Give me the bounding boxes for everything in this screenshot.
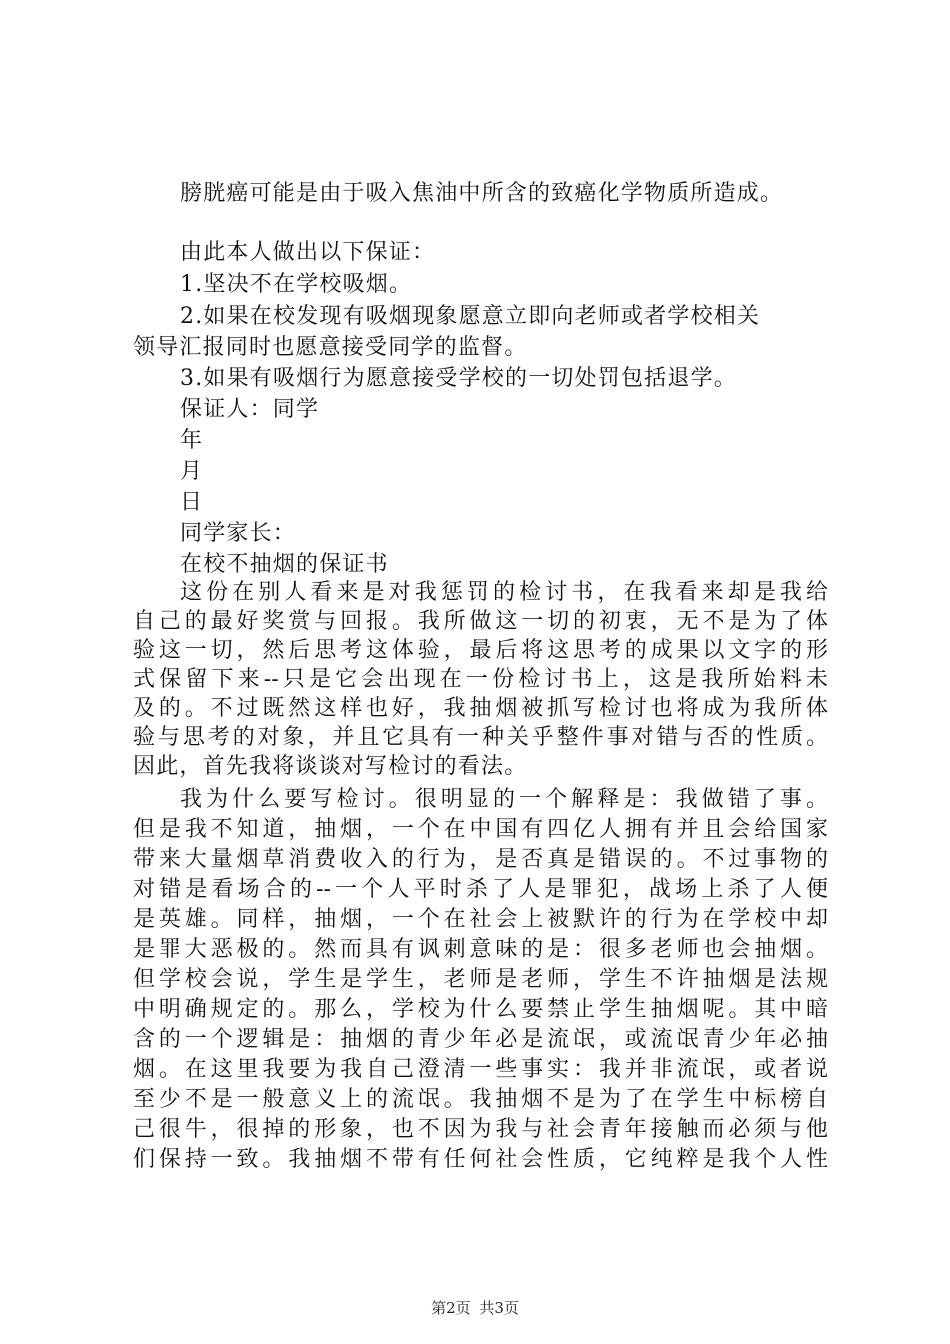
pledge-item-2: 2.如果在校发现有吸烟现象愿意立即向老师或者学校相关 bbox=[180, 304, 761, 329]
para2-line-9: 含的一个逻辑是：抽烟的青少年必是流氓，或流氓青少年必抽 bbox=[133, 1027, 828, 1052]
para2-line-13: 们保持一致。我抽烟不带有任何社会性质，它纯粹是我个人性 bbox=[133, 1147, 828, 1172]
para2-line-7: 但学校会说，学生是学生，老师是老师，学生不许抽烟是法规 bbox=[133, 967, 828, 992]
para2-line-6: 是罪大恶极的。然而具有讽刺意味的是：很多老师也会抽烟。 bbox=[133, 937, 828, 962]
para1-line-5: 及的。不过既然这样也好，我抽烟被抓写检讨也将成为我所体 bbox=[133, 696, 828, 721]
page-number: 第2页 bbox=[431, 1299, 471, 1317]
para2-line-11: 至少不是一般意义上的流氓。我抽烟不是为了在学生中标榜自 bbox=[133, 1087, 828, 1112]
para2-line-3: 带来大量烟草消费收入的行为，是否真是错误的。不过事物的 bbox=[133, 847, 828, 872]
date-day: 日 bbox=[180, 490, 204, 515]
signer-line: 保证人：同学 bbox=[180, 397, 320, 422]
section-title: 在校不抽烟的保证书 bbox=[180, 552, 389, 577]
pledge-intro: 由此本人做出以下保证： bbox=[180, 240, 436, 265]
para2-line-10: 烟。在这里我要为我自己澄清一些事实：我并非流氓，或者说 bbox=[133, 1057, 828, 1082]
top-fragment-line: 膀胱癌可能是由于吸入焦油中所含的致癌化学物质所造成。 bbox=[180, 181, 784, 206]
para1-line-1: 这份在别人看来是对我惩罚的检讨书，在我看来却是我给 bbox=[180, 580, 828, 605]
date-year: 年 bbox=[180, 428, 204, 453]
para2-line-12: 己很牛，很掉的形象，也不因为我与社会青年接触而必须与他 bbox=[133, 1117, 828, 1142]
parent-line: 同学家长： bbox=[180, 521, 297, 546]
para2-line-5: 是英雄。同样，抽烟，一个在社会上被默许的行为在学校中却 bbox=[133, 907, 828, 932]
para1-line-7: 因此，首先我将谈谈对写检讨的看法。 bbox=[133, 754, 528, 779]
date-month: 月 bbox=[180, 459, 204, 484]
para2-line-8: 中明确规定的。那么，学校为什么要禁止学生抽烟呢。其中暗 bbox=[133, 997, 828, 1022]
para2-line-2: 但是我不知道，抽烟，一个在中国有四亿人拥有并且会给国家 bbox=[133, 817, 828, 842]
page-footer bbox=[0, 1299, 950, 1317]
pledge-item-2-cont: 领导汇报同时也愿意接受同学的监督。 bbox=[133, 335, 528, 360]
pledge-item-1: 1.坚决不在学校吸烟。 bbox=[180, 272, 413, 297]
para1-line-2: 自己的最好奖赏与回报。我所做这一切的初衷，无不是为了体 bbox=[133, 609, 828, 634]
page-total: 共3页 bbox=[479, 1299, 519, 1317]
para1-line-3: 验这一切，然后思考这体验，最后将这思考的成果以文字的形 bbox=[133, 638, 828, 663]
para2-line-4: 对错是看场合的--一个人平时杀了人是罪犯，战场上杀了人便 bbox=[133, 877, 828, 902]
para1-line-4: 式保留下来--只是它会出现在一份检讨书上，这是我所始料未 bbox=[133, 667, 828, 692]
pledge-item-3: 3.如果有吸烟行为愿意接受学校的一切处罚包括退学。 bbox=[180, 366, 737, 391]
para1-line-6: 验与思考的对象，并且它具有一种关乎整件事对错与否的性质。 bbox=[133, 725, 828, 750]
para2-line-1: 我为什么要写检讨。很明显的一个解释是：我做错了事。 bbox=[180, 787, 828, 812]
